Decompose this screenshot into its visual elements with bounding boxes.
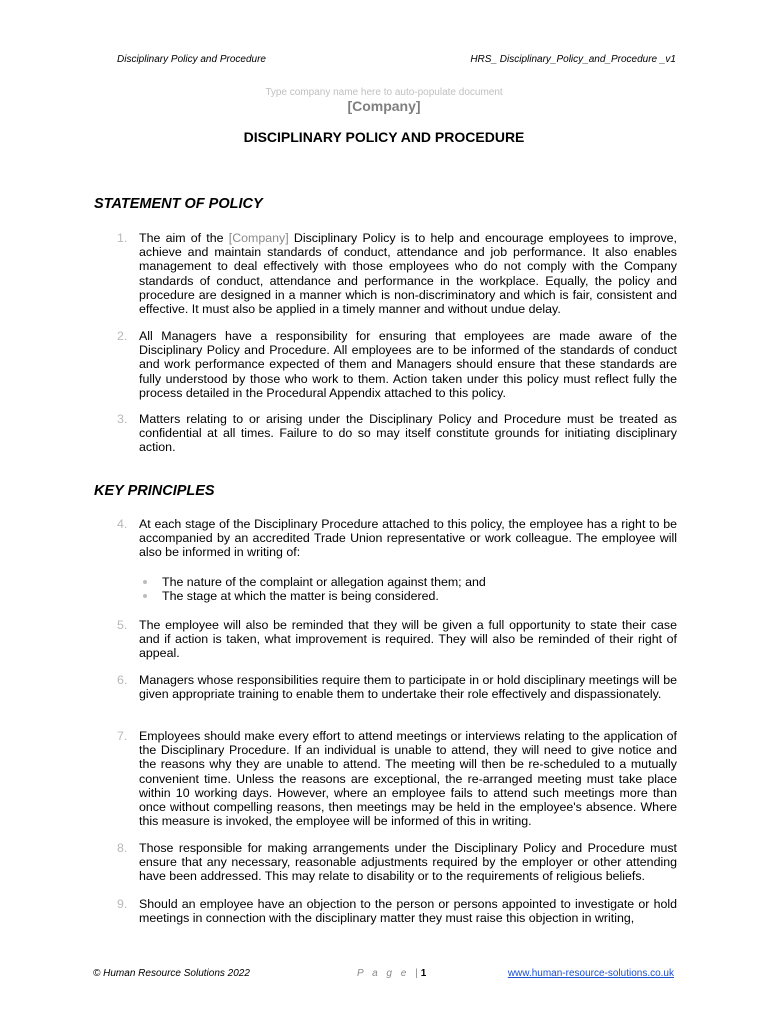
item-text: Should an employee have an objection to the person or persons appointed to investigate or hold meetings in connection with the disciplinary matter they must raise this objection in writing,: [139, 897, 677, 926]
document-title: DISCIPLINARY POLICY AND PROCEDURE: [243, 129, 525, 145]
item-number: 9.: [117, 897, 128, 911]
page-number: 1: [420, 968, 427, 979]
company-placeholder-hint: Type company name here to auto-populate document: [265, 87, 503, 98]
policy-item-8: [117, 841, 677, 884]
bullet-icon: [143, 594, 147, 598]
list-item: The stage at which the matter is being considered.: [139, 589, 679, 603]
policy-item-1: [117, 231, 677, 316]
item-number: 1.: [117, 231, 128, 245]
item-text: Matters relating to or arising under the Disciplinary Policy and Procedure must be treated as confidential at all times. Failure to do so may itself constitute grounds for initiating disciplinary action.: [139, 412, 677, 455]
policy-item-3: [117, 412, 677, 455]
policy-item-9: [117, 897, 677, 925]
policy-item-4: [117, 517, 677, 560]
item-text: At each stage of the Disciplinary Procedure attached to this policy, the employee has a right to be accompanied by an accredited Trade Union representative or work colleague. The employee will also be informed in writing of:: [139, 517, 677, 560]
list-item: The nature of the complaint or allegation against them; and: [139, 575, 679, 589]
policy-item-5: [117, 618, 677, 661]
item-text: Those responsible for making arrangements under the Disciplinary Policy and Procedure must ensure that any necessary, reasonable adjustments required by the employer or other attending have been addressed. This may relate to disability or to the requirements of religious beliefs.: [139, 841, 677, 884]
item-number: 4.: [117, 517, 128, 531]
item-number: 7.: [117, 729, 128, 743]
item-number: 6.: [117, 673, 128, 687]
bullet-icon: [143, 580, 147, 584]
item-text: The aim of the [Company] Disciplinary Policy is to help and encourage employees to improve, achieve and maintain standards of conduct, attendance and job performance. It also enables management to deal effectively with those employees who do not comply with the Company standards of conduct, attendance and performance in the workplace. Equally, the policy and procedure are designed in a manner which is non-discriminatory and which is fair, consistent and effective. It must also be applied in a timely manner and without undue delay.: [139, 231, 677, 317]
footer-website-link[interactable]: www.human-resource-solutions.co.uk: [507, 968, 674, 979]
running-header-filename: HRS_ Disciplinary_Policy_and_Procedure _v1: [470, 54, 676, 65]
item-text: Managers whose responsibilities require them to participate in or hold disciplinary meetings will be given appropriate training to enable them to undertake their role effectively and dispassionately.: [139, 673, 677, 702]
company-inline-field[interactable]: [Company]: [228, 231, 289, 245]
footer-page-indicator: P a g e |1: [357, 968, 427, 979]
item-number: 5.: [117, 618, 128, 632]
section-heading-principles: KEY PRINCIPLES: [94, 483, 215, 499]
footer-copyright: © Human Resource Solutions 2022: [93, 968, 250, 979]
item-number: 2.: [117, 329, 128, 343]
item-number: 3.: [117, 412, 128, 426]
bullet-list: [139, 575, 679, 603]
item-text: Employees should make every effort to attend meetings or interviews relating to the application of the Disciplinary Procedure. If an individual is unable to attend, they will need to give notice and the reasons why they are unable to attend. The meeting will then be re-scheduled to a mutually convenient time. Unless the reasons are exceptional, the re-arranged meeting must take place within 10 working days. However, where an employee fails to attend such meetings more than once without compelling reasons, then meetings may be held in the employee's absence. Where this measure is invoked, the employee will be informed of this in writing.: [139, 729, 677, 829]
item-number: 8.: [117, 841, 128, 855]
section-heading-statement: STATEMENT OF POLICY: [94, 196, 263, 212]
item-text: All Managers have a responsibility for ensuring that employees are made aware of the Disciplinary Policy and Procedure. All employees are to be informed of the standards of conduct and work performance expected of them and Managers should ensure that these standards are fully understood by those who work to them. Action taken under this policy must reflect fully the process detailed in the Procedural Appendix attached to this policy.: [139, 329, 677, 400]
item-text: The employee will also be reminded that they will be given a full opportunity to state their case and if action is taken, what improvement is required. They will also be reminded of their right of appeal.: [139, 618, 677, 661]
company-field[interactable]: [Company]: [347, 98, 421, 114]
policy-item-6: [117, 673, 677, 701]
running-header-title: Disciplinary Policy and Procedure: [117, 54, 266, 65]
policy-item-2: [117, 329, 677, 400]
policy-item-7: [117, 729, 677, 828]
